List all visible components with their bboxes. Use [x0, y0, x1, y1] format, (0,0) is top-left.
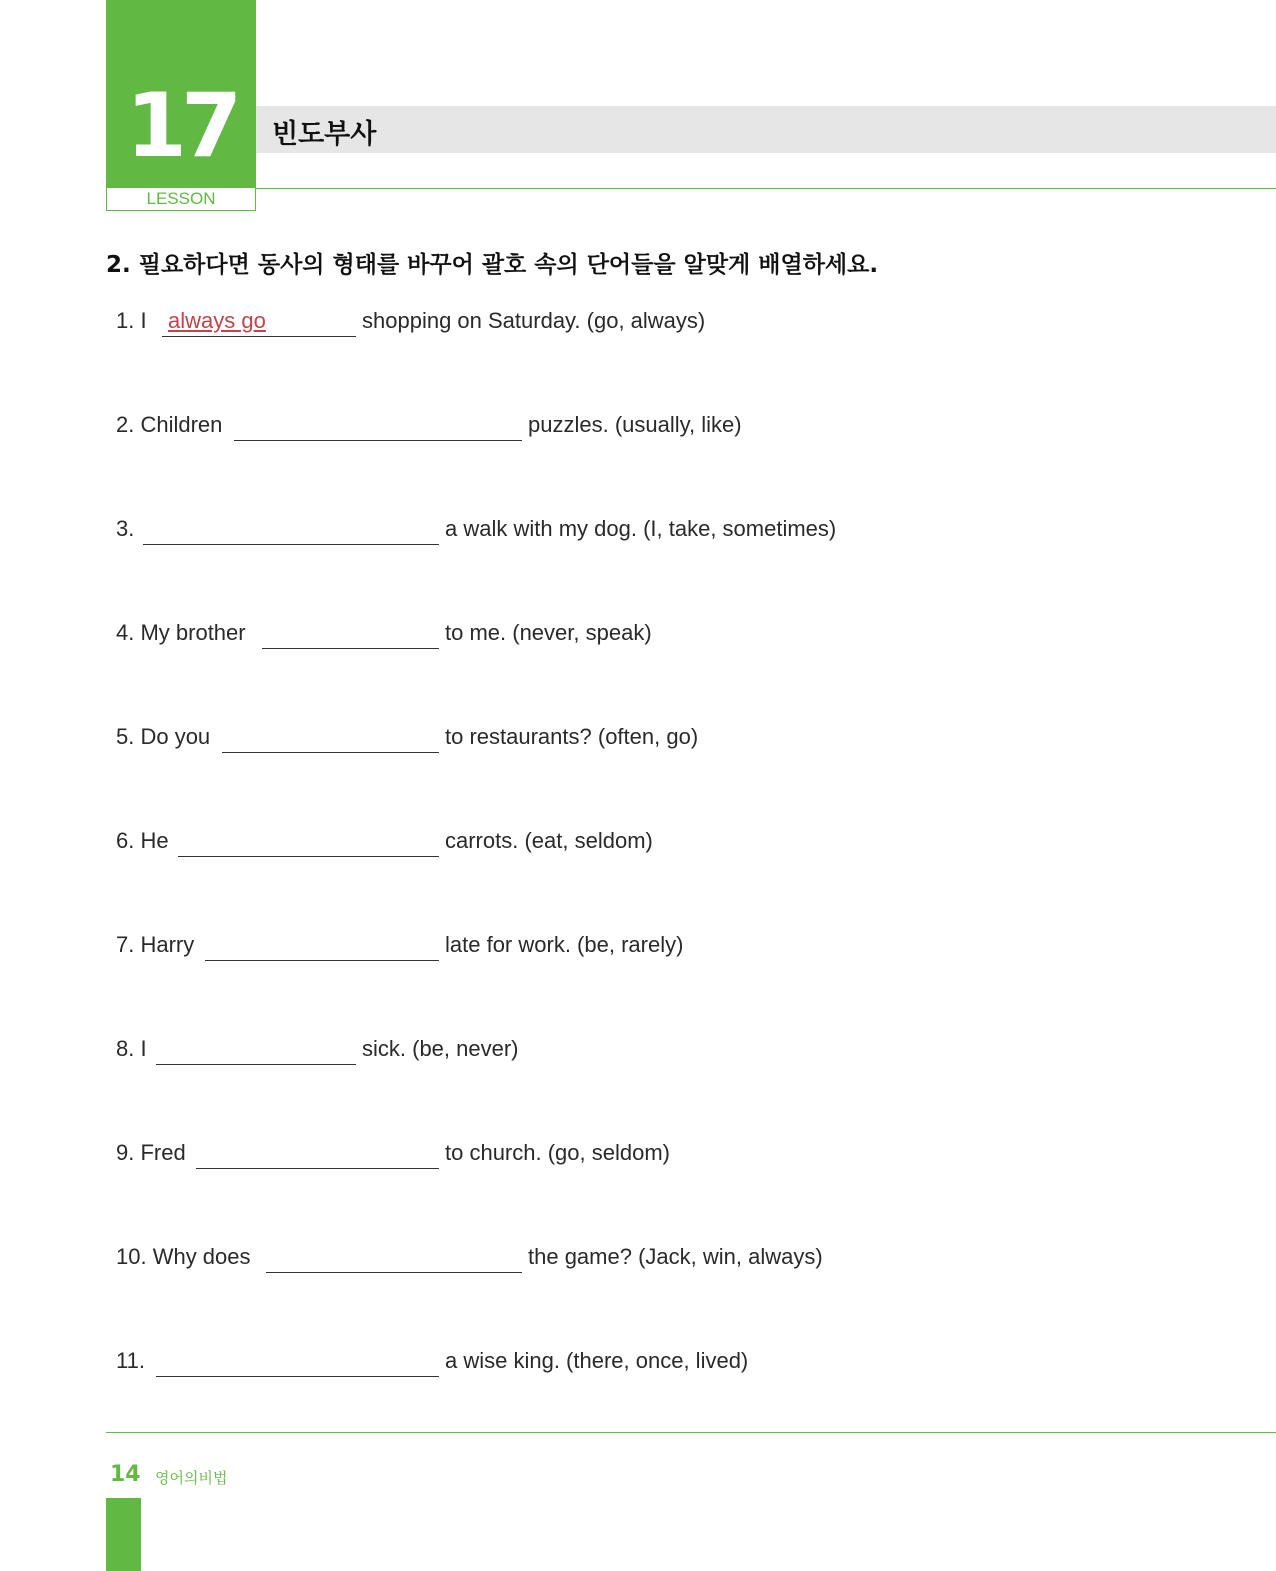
answer-blank[interactable] [143, 516, 439, 545]
question-1 [116, 308, 706, 334]
answer-blank[interactable] [156, 1348, 439, 1377]
question-text-before: 9. Fred [116, 1140, 186, 1165]
answer-blank[interactable] [196, 1140, 439, 1169]
header-divider [256, 188, 1276, 189]
answer-blank[interactable] [178, 828, 439, 857]
question-11 [116, 1348, 749, 1374]
question-text-after: carrots. (eat, seldom) [445, 828, 653, 853]
question-text-after: sick. (be, never) [362, 1036, 519, 1061]
question-text-after: shopping on Saturday. (go, always) [362, 308, 706, 333]
page-number: 14 [110, 1462, 141, 1487]
question-text-before: 3. [116, 516, 135, 541]
question-text-before: 6. He [116, 828, 169, 853]
footer-tab [106, 1498, 141, 1571]
question-text-before: 2. Children [116, 412, 223, 437]
question-text-after: a walk with my dog. (I, take, sometimes) [445, 516, 837, 541]
question-9 [116, 1140, 670, 1166]
book-title: 영어의비법 [155, 1469, 228, 1487]
question-text-before: 11. [116, 1348, 145, 1373]
footer-divider [106, 1432, 1276, 1433]
answer-blank[interactable] [162, 308, 356, 337]
question-7 [116, 932, 684, 958]
answer-blank[interactable] [262, 620, 439, 649]
question-text-after: the game? (Jack, win, always) [528, 1244, 823, 1269]
question-text-after: to restaurants? (often, go) [445, 724, 699, 749]
question-text-after: a wise king. (there, once, lived) [445, 1348, 749, 1373]
answer-text: always go [168, 308, 266, 333]
question-text-before: 5. Do you [116, 724, 211, 749]
question-2 [116, 412, 742, 438]
answer-blank[interactable] [222, 724, 439, 753]
exercise-instruction: 2. 필요하다면 동사의 형태를 바꾸어 괄호 속의 단어들을 알맞게 배열하세요. [106, 252, 879, 278]
question-4 [116, 620, 652, 646]
question-text-after: late for work. (be, rarely) [445, 932, 684, 957]
answer-blank[interactable] [234, 412, 522, 441]
question-8 [116, 1036, 519, 1062]
lesson-label-box [106, 187, 256, 211]
question-text-before: 1. I [116, 308, 147, 333]
answer-blank[interactable] [156, 1036, 356, 1065]
question-text-before: 10. Why does [116, 1244, 251, 1269]
answer-blank[interactable] [266, 1244, 522, 1273]
page-title: 빈도부사 [272, 119, 377, 150]
question-6 [116, 828, 653, 854]
question-text-before: 4. My brother [116, 620, 246, 645]
question-10 [116, 1244, 823, 1270]
title-bar [256, 106, 1276, 153]
lesson-label: LESSON [146, 189, 216, 208]
answer-blank[interactable] [205, 932, 439, 961]
question-text-after: puzzles. (usually, like) [528, 412, 742, 437]
question-text-before: 8. I [116, 1036, 147, 1061]
question-5 [116, 724, 699, 750]
question-text-after: to church. (go, seldom) [445, 1140, 670, 1165]
question-3 [116, 516, 837, 542]
question-text-after: to me. (never, speak) [445, 620, 652, 645]
question-text-before: 7. Harry [116, 932, 195, 957]
lesson-number: 17 [125, 74, 237, 177]
lesson-badge [106, 0, 256, 188]
